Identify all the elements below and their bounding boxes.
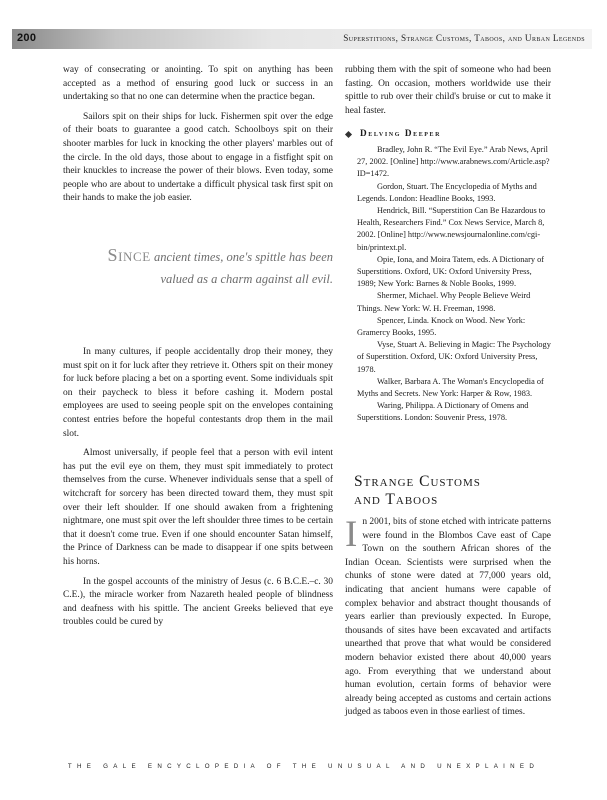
paragraph: Almost universally, if people feel that a person with evil intent has put the evil eye on them, they must spit immediately to protect themselves from the curse. Whenever individuals sense that a spell of witchcraft for sorcery has been directed toward them, they must spit over their left shoulder. If one should awaken from a frightening nightmare, one must spit over the left shoulder three times to be certain that it doesn't come true. Even if one should encounter Satan himself, the Prince of Darkness can be made to disappear if one spits between his horns. xyxy=(63,448,333,567)
section-title xyxy=(354,473,554,509)
pull-quote-text-1: ancient times, one's spittle has been xyxy=(150,250,333,264)
reference-item: Hendrick, Bill. “Superstition Can Be Hazardous to Health, Researchers Find.” Cox News Service, March 8, 2002. [Online] http://www.newsjournalonline.com/cgi-bin/printext.pl. xyxy=(357,205,546,252)
running-head: Superstitions, Strange Customs, Taboos, and Urban Legends xyxy=(343,33,585,43)
footer: THE GALE ENCYCLOPEDIA OF THE UNUSUAL AND UNEXPLAINED xyxy=(67,763,540,770)
reference-item: Spencer, Linda. Knock on Wood. New York: Gramercy Books, 1995. xyxy=(357,315,526,338)
paragraph: way of consecrating or anointing. To spit on anything has been accepted as a method of ensuring good luck or success in an undertaking so that no one can determine when the practice began. xyxy=(63,65,333,103)
reference-item: Walker, Barbara A. The Woman's Encyclopedia of Myths and Secrets. New York: Harper & Row, 1983. xyxy=(357,376,544,399)
reference-item: Waring, Philippa. A Dictionary of Omens and Superstitions. London: Souvenir Press, 1978. xyxy=(357,401,529,423)
section-paragraph xyxy=(345,516,551,720)
section-body xyxy=(345,516,551,720)
section-title-line-2: and Taboos xyxy=(354,491,439,508)
reference-item: Vyse, Stuart A. Believing in Magic: The Psychology of Superstition. Oxford, UK: Oxford University Press, 1978. xyxy=(357,340,551,374)
left-column-top xyxy=(63,64,333,206)
reference-item: Shermer, Michael. Why People Believe Weird Things. New York: W. H. Freeman, 1998. xyxy=(357,291,531,313)
page-number: 200 xyxy=(17,32,37,44)
delving-deeper-heading xyxy=(345,127,551,141)
pull-quote-line-1 xyxy=(40,244,333,268)
section-text: n 2001, bits of stone etched with intricate patterns were found in the Blombos Cave east of Cape Town on the southern African shores of the Indian Ocean. Scientists were surprised when the chunks of stone were dated at 77,000 years old, indicating that ancient humans were capable of complex behavior and abstract thought thousands of years earlier than previously expected. In Europe, thousands of sites have been excavated and artifacts unearthed that prove that what would be considered modern behavior existed there about 40,000 years ago. From everything that we understand about human evolution, certain forms of behavior were already being accepted as customs and certain actions judged as taboos even in those earliest of times. xyxy=(345,517,551,718)
drop-cap: I xyxy=(345,514,358,555)
delving-deeper-label: Delving Deeper xyxy=(360,128,442,139)
reference-item: Bradley, John R. “The Evil Eye.” Arab News, April 27, 2002. [Online] http://www.arabnews.com/Article.asp?ID=1472. xyxy=(357,144,550,179)
left-column-bottom xyxy=(63,346,333,630)
paragraph: In many cultures, if people accidentally drop their money, they must spit on it for luck after they retrieve it. Others spit on their money for luck before placing a bet on a sporting event. Some individuals spit on their paycheck to bless it before cashing it. Modern postal employees are used to seeing people spit on the envelopes containing contest entries before the hopeful contestants drop them in the mail slot. xyxy=(63,347,333,439)
pull-quote-lead: Since xyxy=(107,245,151,265)
section-title-line-1: Strange Customs xyxy=(354,473,481,490)
paragraph: In the gospel accounts of the ministry of Jesus (c. 6 B.C.E.–c. 30 C.E.), the miracle worker from Nazareth healed people of blindness and deafness with his spittle. The ancient Greeks believed that eye troubles could be cured by xyxy=(63,576,333,628)
right-column-top xyxy=(345,64,551,425)
pull-quote xyxy=(40,244,333,290)
diamond-bullet-icon xyxy=(345,131,352,138)
paragraph: rubbing them with the spit of someone who had been fasting. On occasion, mothers worldwide use their spittle to rub over their child's bruise or cut to make it heal faster. xyxy=(345,65,551,116)
paragraph: Sailors spit on their ships for luck. Fishermen spit over the edge of their boats to guarantee a good catch. Schoolboys spit on their shooter marbles for luck in knocking the other players' marbles out of the circle. In the old days, those about to engage in a fistfight spit on their knuckles to increase the power of their blows. Even today, some people who are about to undertake a difficult physical task first spit on their hands to make the job easier. xyxy=(63,111,333,204)
reference-item: Opie, Iona, and Moira Tatem, eds. A Dictionary of Superstitions. Oxford, UK: Oxford University Press, 1989; New York: Barnes & Noble Books, 1999. xyxy=(357,254,545,289)
pull-quote-line-2: valued as a charm against all evil. xyxy=(160,272,333,286)
reference-list xyxy=(345,144,551,425)
reference-item: Gordon, Stuart. The Encyclopedia of Myths and Legends. London: Headline Books, 1993. xyxy=(357,181,537,203)
